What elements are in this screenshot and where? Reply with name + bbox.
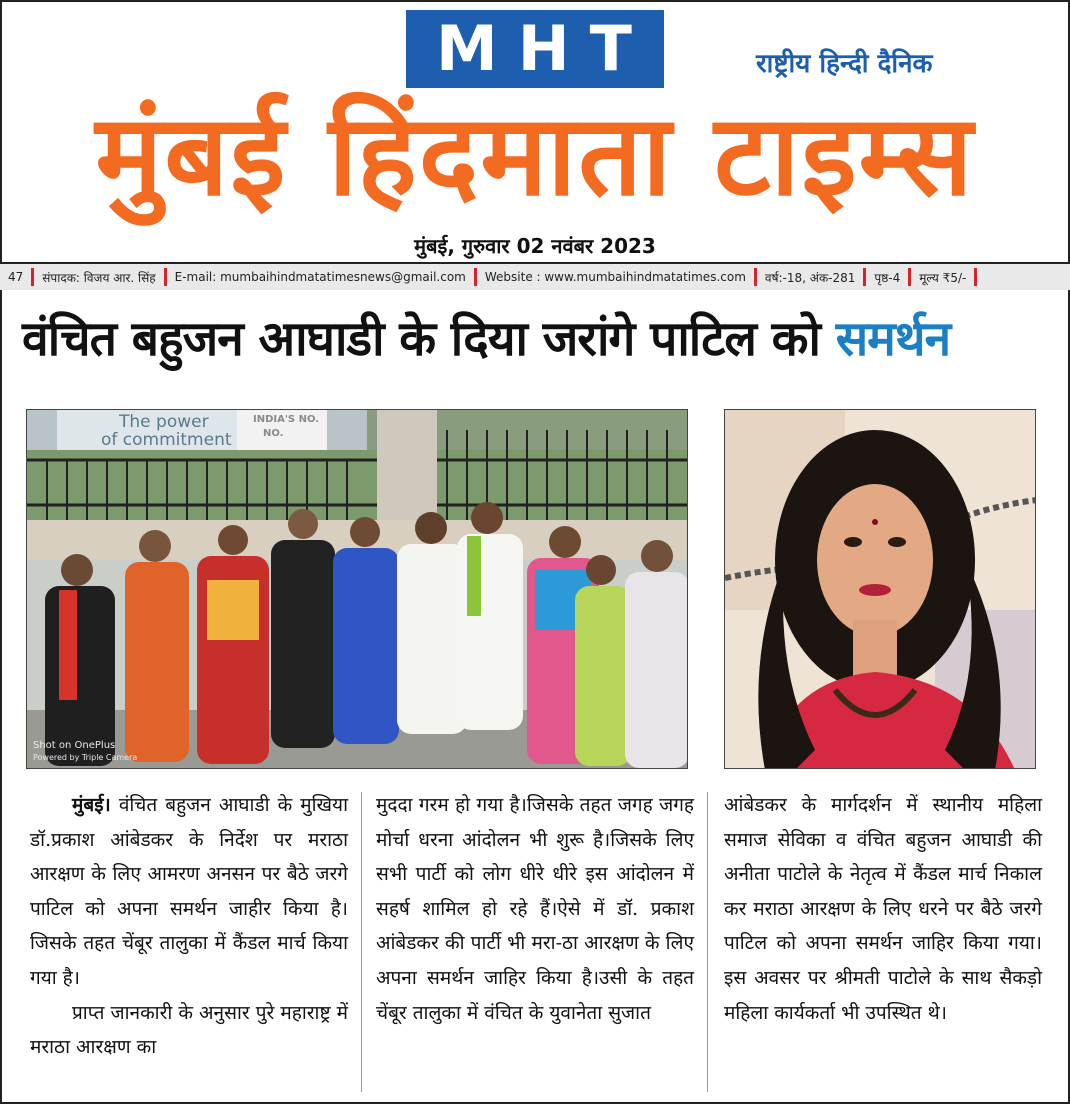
issue-dateline: मुंबई, गुरुवार 02 नवंबर 2023 xyxy=(414,234,656,258)
banner-text-power: The power xyxy=(119,412,209,432)
logo-letter-t: T xyxy=(589,12,634,85)
article-paragraph-1 xyxy=(30,788,348,996)
portrait-photo xyxy=(724,409,1036,769)
info-editor: संपादक: विजय आर. सिंह xyxy=(34,268,166,286)
article-paragraph-2 xyxy=(30,996,348,1065)
info-issue: वर्ष:-18, अंक-281 xyxy=(757,268,867,286)
camera-watermark-line1: Shot on OnePlus xyxy=(33,740,116,751)
banner-sign-text-2: NO. xyxy=(263,428,284,439)
article-col1-p2-text: प्राप्त जानकारी के अनुसार पुरे महाराष्ट्र में मराठा आरक्षण का xyxy=(30,1001,348,1059)
column-divider-2 xyxy=(707,792,708,1092)
info-website: Website : www.mumbaihindmatatimes.com xyxy=(477,268,757,286)
info-cut-fragment: 47 xyxy=(0,268,34,286)
logo-letter-h: H xyxy=(517,12,572,85)
article-column-2 xyxy=(376,788,694,1030)
info-email: E-mail: mumbaihindmatatimesnews@gmail.com xyxy=(167,268,477,286)
column-divider-1 xyxy=(361,792,362,1092)
info-price: मूल्य ₹5/- xyxy=(911,268,977,286)
portrait-illustration xyxy=(725,410,1036,769)
article-col3-text: आंबेडकर के मार्गदर्शन में स्थानीय महिला समाज सेविका व वंचित बहुजन आघाडी की अनीता पाटोले के नेतृत्व में कैंडल मार्च निकाल कर मराठा आरक्षण के लिए धरने पर बैठे जरगे पाटिल को अपना समर्थन जाहिर किया गया।इस अवसर पर श्रीमती पाटोले के साथ सैकड़ो महिला कार्यकर्ता भी उपस्थित थे। xyxy=(724,794,1042,1024)
headline-main: वंचित बहुजन आघाडी के दिया जरांगे पाटिल को xyxy=(22,311,820,367)
banner-text-commitment: of commitment xyxy=(101,430,232,450)
article-dateline: मुंबई। xyxy=(72,794,111,816)
logo-letter-m: M xyxy=(436,12,500,85)
article-col1-p1-text: वंचित बहुजन आघाडी के मुखिया डॉ.प्रकाश आंबेडकर के निर्देश पर मराठा आरक्षण के लिए आमरण अनसन पर बैठे जरगे पाटिल को अपना समर्थन जाहीर किया है।जिसके तहत चेंबूर तालुका में कैंडल मार्च किया गया है। xyxy=(30,794,348,989)
article-column-1 xyxy=(30,788,348,1065)
banner-sign-text-1: INDIA'S NO. xyxy=(253,414,320,425)
article-headline xyxy=(22,312,1052,367)
info-bar xyxy=(0,264,1070,290)
group-photo-illustration xyxy=(27,410,688,769)
info-pages: पृष्ठ-4 xyxy=(866,268,911,286)
article-col2-text: मुददा गरम हो गया है।जिसके तहत जगह जगह मोर्चा धरना आंदोलन भी शुरू है।जिसके लिए सभी पार्टी को लोग धीरे धीरे इस आंदोलन में सहर्ष शामिल हो रहे हैं।ऐसे में डॉ. प्रकाश आंबेडकर की पार्टी भी मरा-ठा आरक्षण के लिए अपना समर्थन जाहिर किया है।उसी के तहत चेंबूर तालुका में वंचित के युवानेता सुजात xyxy=(376,794,694,1024)
mht-logo xyxy=(406,10,664,88)
headline-accent: समर्थन xyxy=(835,311,951,367)
group-photo xyxy=(26,409,688,769)
newspaper-masthead: मुंबई हिंदमाता टाइम्स xyxy=(95,91,975,221)
newspaper-tagline: राष्ट्रीय हिन्दी दैनिक xyxy=(756,49,933,79)
article-column-3 xyxy=(724,788,1042,1030)
camera-watermark-line2: Powered by Triple Camera xyxy=(33,753,138,762)
